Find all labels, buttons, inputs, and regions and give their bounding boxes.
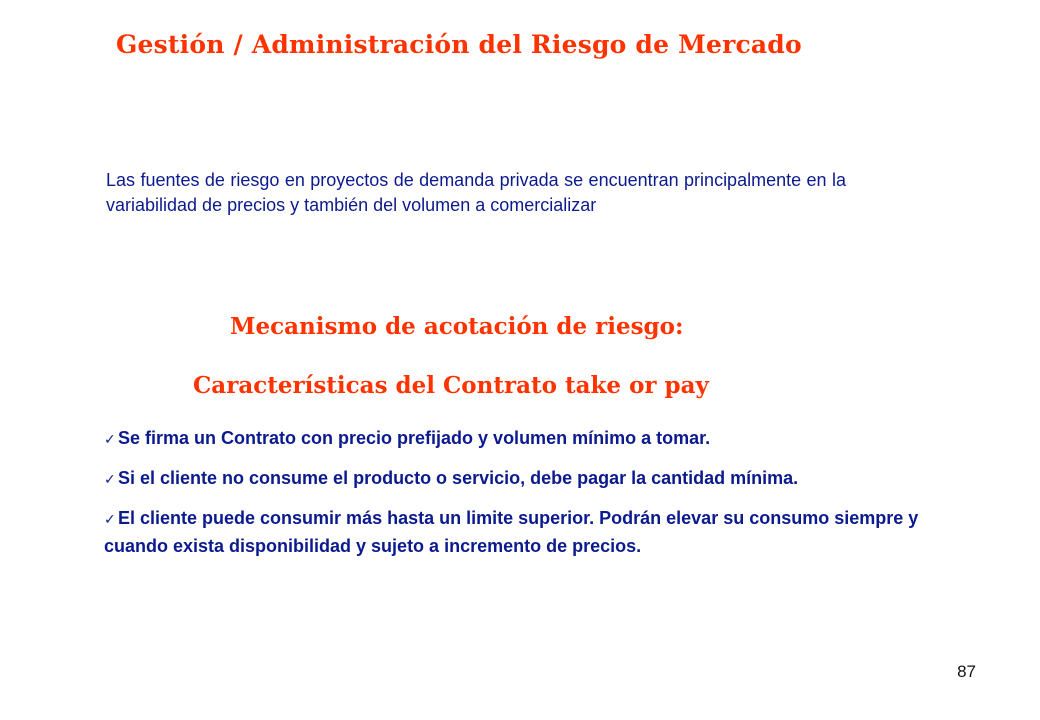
checkmark-icon: ✓ — [104, 472, 116, 488]
page-number: 87 — [957, 662, 976, 681]
bullet-item — [104, 465, 934, 493]
subheading-contract-features: Características del Contrato take or pay — [193, 372, 709, 399]
checkmark-icon: ✓ — [104, 432, 116, 448]
checkmark-icon: ✓ — [104, 512, 116, 528]
intro-paragraph: Las fuentes de riesgo en proyectos de demanda privada se encuentran principalmente en la variabilidad de precios y también del volumen a comercializar — [106, 170, 846, 215]
bullet-list — [104, 425, 934, 571]
bullet-text: El cliente puede consumir más hasta un limite superior. Podrán elevar su consumo siempre y cuando exista disponibilidad y sujeto a incremento de precios. — [104, 508, 919, 556]
bullet-text: Si el cliente no consume el producto o servicio, debe pagar la cantidad mínima. — [118, 468, 799, 488]
slide-title: Gestión / Administración del Riesgo de Mercado — [116, 30, 802, 59]
subheading-risk-mechanism: Mecanismo de acotación de riesgo: — [230, 313, 684, 340]
bullet-text: Se firma un Contrato con precio prefijado y volumen mínimo a tomar. — [118, 428, 711, 448]
bullet-item — [104, 505, 934, 559]
bullet-item — [104, 425, 934, 453]
